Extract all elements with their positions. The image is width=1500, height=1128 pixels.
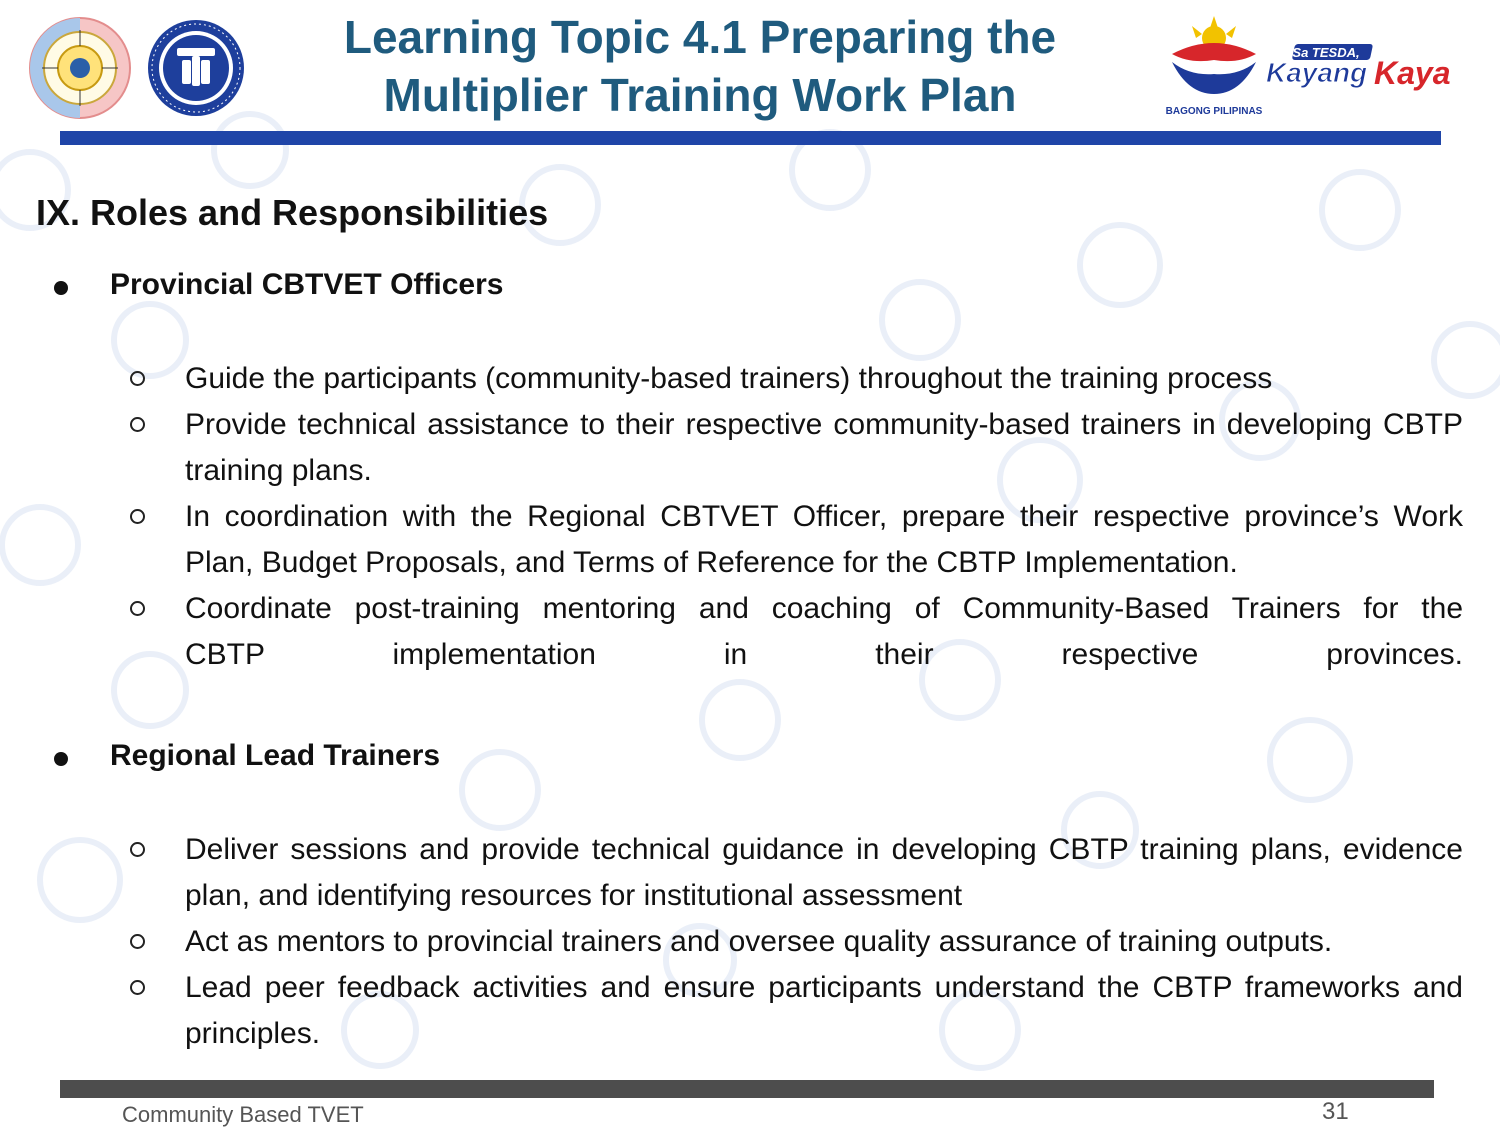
kayang-kaya-logo: [1262, 40, 1482, 96]
group-title-regional-lead-trainers: Regional Lead Trainers: [110, 739, 441, 772]
sub-bullet-icon: [130, 371, 145, 386]
group-title-provincial-officers: Provincial CBTVET Officers: [110, 268, 504, 301]
header-divider-bar: [60, 131, 1441, 145]
tesda-seal-logo: [146, 18, 246, 118]
section-heading: IX. Roles and Responsibilities: [36, 192, 549, 233]
slogan-kaya: Kaya: [1374, 55, 1451, 91]
slide-title-line-1: Learning Topic 4.1 Preparing the: [343, 11, 1057, 63]
list-item: Act as mentors to provincial trainers and oversee quality assurance of training outputs.: [185, 925, 1333, 958]
list-item: Guide the participants (community-based trainers) throughout the training process: [185, 362, 1273, 395]
sub-bullet-icon: [130, 842, 145, 857]
list-item: In coordination with the Regional CBTVET Officer, prepare their respective province’s Work Plan, Budget Proposals, and Terms of Reference for the CBTP Implementation.: [185, 500, 1463, 579]
list-item: Coordinate post-training mentoring and coaching of Community-Based Trainers for the: [185, 592, 1463, 625]
list-item: Deliver sessions and provide technical guidance in developing CBTP training plans, evidence plan, and identifying resources for institutional assessment: [185, 833, 1463, 912]
list-item-continuation: CBTP implementation in their respective provinces.: [185, 638, 1463, 671]
sub-bullet-icon: [130, 601, 145, 616]
bullet-icon: [54, 752, 68, 766]
sub-bullet-icon: [130, 417, 145, 432]
footer-label: Community Based TVET: [122, 1102, 364, 1127]
bagong-pilipinas-label: BAGONG PILIPINAS: [1165, 106, 1263, 117]
page-number: 31: [1322, 1098, 1349, 1125]
bullet-icon: [54, 281, 68, 295]
slogan-small: Sa TESDA,: [1292, 45, 1360, 60]
sub-bullet-icon: [130, 980, 145, 995]
slide-title: [300, 8, 1100, 124]
sub-bullet-icon: [130, 509, 145, 524]
sub-bullet-icon: [130, 934, 145, 949]
slogan-kayang: Kayang: [1266, 57, 1368, 88]
tvet-program-seal-logo: [28, 16, 132, 120]
bagong-pilipinas-logo: [1158, 14, 1270, 118]
list-item: Provide technical assistance to their respective community-based trainers in developing CBTP training plans.: [185, 408, 1463, 487]
list-item: Lead peer feedback activities and ensure participants understand the CBTP frameworks and principles.: [185, 971, 1463, 1050]
footer-divider-bar: [60, 1080, 1434, 1098]
slide-title-line-2: Multiplier Training Work Plan: [383, 69, 1017, 121]
